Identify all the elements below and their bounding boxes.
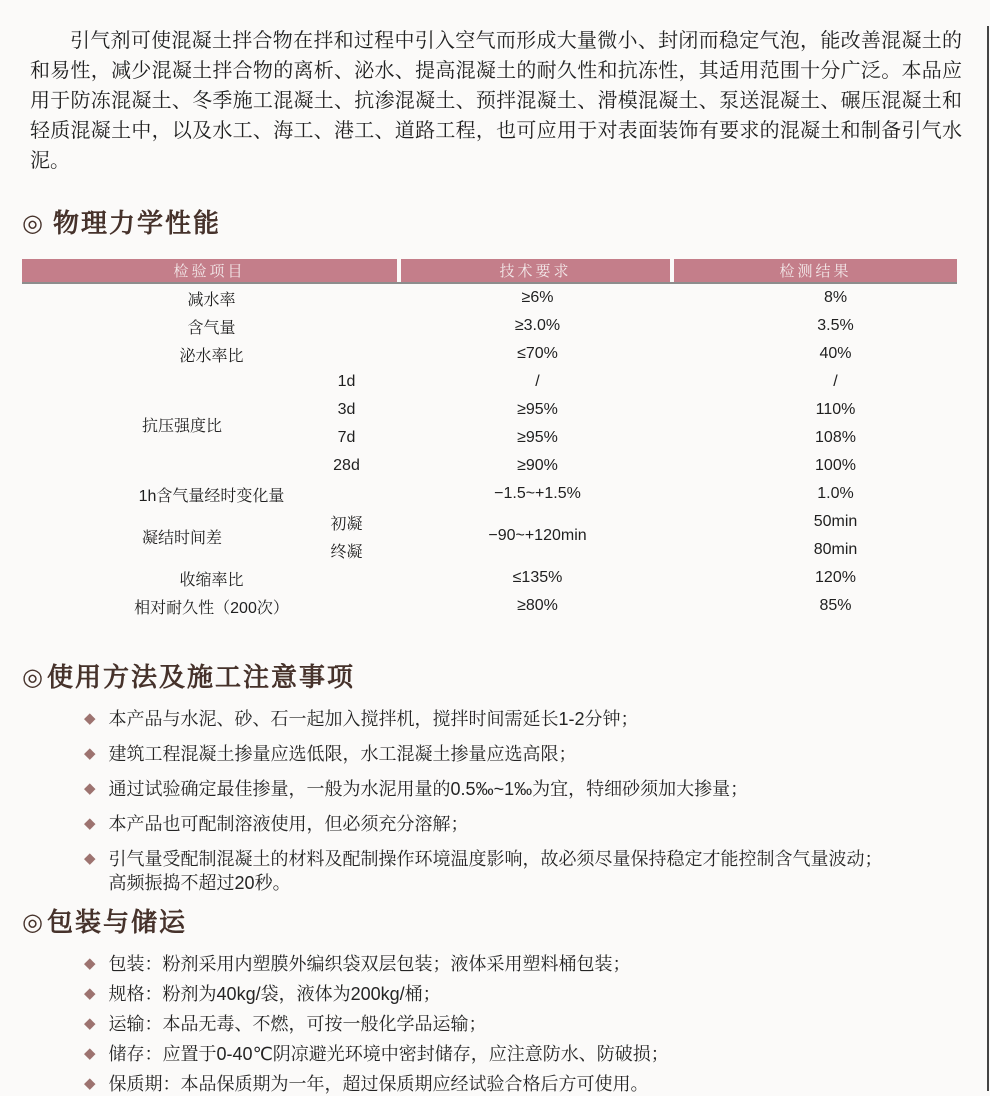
cell-item: 泌水率比 [179, 347, 244, 365]
bullet-text: 本产品也可配制溶液使用，但必须充分溶解； [108, 814, 469, 834]
sub-result: 100% [815, 457, 856, 474]
group-sub-items [292, 508, 401, 564]
column-header-result: 检测结果 [674, 259, 957, 282]
group-label: 凝结时间差 [141, 529, 222, 547]
sub-item-age: 28d [333, 457, 360, 474]
bullet-text-truncated: 保质期：本品保质期为一年，超过保质期应经试验合格后方可使用。 [108, 1074, 649, 1094]
performance-table [22, 259, 957, 620]
sub-item-age: 1d [337, 373, 356, 390]
cell-requirement-stack [401, 368, 674, 480]
list-item [84, 847, 990, 895]
section-heading-packaging [22, 907, 990, 938]
cell-item-group [22, 368, 401, 480]
sub-item-age: 3d [337, 401, 356, 418]
diamond-bullet-icon: ◆ [84, 1045, 96, 1062]
bullet-text: 运输：本品无毒、不燃，可按一般化学品运输； [108, 1014, 487, 1034]
intro-paragraph: 引气剂可使混凝土拌合物在拌和过程中引入空气而形成大量微小、封闭而稳定气泡，能改善混凝土的和易性，减少混凝土拌合物的离析、泌水、提高混凝土的耐久性和抗冻性，其适用范围十分广泛。本品应用于防冻混凝土、冬季施工混凝土、抗渗混凝土、预拌混凝土、滑模混凝土、泵送混凝土、碾压混凝土和轻质混凝土中，以及水工、海工、港工、道路工程，也可应用于对表面装饰有要求的混凝土和制备引气水泥。 [30, 30, 962, 172]
diamond-bullet-icon: ◆ [84, 745, 96, 762]
table-row-air-content-change [22, 480, 957, 508]
cell-result: 1.0% [817, 485, 854, 502]
list-item [84, 982, 990, 1006]
double-circle-icon: ◎ [22, 210, 43, 237]
cell-result: 40% [819, 345, 852, 362]
sub-requirement: ≥95% [517, 401, 558, 418]
column-header-item: 检验项目 [22, 259, 401, 282]
list-item [84, 1012, 990, 1036]
group-sub-items [292, 368, 401, 480]
table-row-relative-durability [22, 592, 957, 620]
bullet-text: 建筑工程混凝土掺量应选低限，水工混凝土掺量应选高限； [108, 744, 577, 764]
page-edge-line [987, 26, 989, 1091]
diamond-bullet-icon: ◆ [84, 1075, 96, 1092]
bullet-text: 通过试验确定最佳掺量，一般为水泥用量的0.5‰~1‰为宜，特细砂须加大掺量； [108, 779, 749, 799]
sub-requirement: ≥95% [517, 429, 558, 446]
diamond-bullet-icon: ◆ [84, 1015, 96, 1032]
bullet-line-1: 引气量受配制混凝土的材料及配制操作环境温度影响，故必须尽量保持稳定才能控制含气量波动； [108, 849, 883, 869]
list-item [84, 707, 990, 731]
cell-requirement: ≥3.0% [514, 317, 561, 334]
section-title-usage: 使用方法及施工注意事项 [46, 662, 355, 692]
bullet-text: 规格：粉剂为40kg/袋，液体为200kg/桶； [108, 984, 441, 1004]
sub-result: 110% [815, 401, 856, 418]
cell-requirement: ≥80% [517, 597, 558, 614]
double-circle-icon: ◎ [22, 909, 43, 936]
diamond-bullet-icon: ◆ [84, 710, 96, 727]
cell-item: 含气量 [187, 319, 236, 337]
diamond-bullet-icon: ◆ [84, 815, 96, 832]
section-heading-physical [22, 208, 990, 239]
sub-requirement: ≥90% [517, 457, 558, 474]
sub-item-phase: 初凝 [330, 515, 363, 533]
column-header-requirement: 技术要求 [401, 259, 674, 282]
section-title-physical: 物理力学性能 [52, 208, 221, 238]
double-circle-icon: ◎ [22, 664, 43, 691]
cell-item: 减水率 [187, 291, 236, 309]
sub-item-phase: 终凝 [330, 543, 363, 561]
cell-item-group [22, 508, 401, 564]
diamond-bullet-icon: ◆ [84, 780, 96, 797]
usage-bullet-list [0, 707, 990, 895]
diamond-bullet-icon: ◆ [84, 850, 96, 867]
packaging-bullet-list [0, 952, 990, 1094]
cell-item: 1h含气量经时变化量 [138, 487, 285, 505]
bullet-line-2: 高频振捣不超过20秒。 [108, 873, 291, 893]
cell-requirement: ≤70% [517, 345, 558, 362]
table-header-row [22, 259, 957, 284]
group-label: 抗压强度比 [141, 417, 222, 435]
sub-result: 50min [813, 513, 858, 530]
cell-result-stack [674, 508, 957, 564]
table-row-bleeding-ratio [22, 340, 957, 368]
bullet-text: 包装：粉剂采用内塑膜外编织袋双层包装；液体采用塑料桶包装； [108, 954, 631, 974]
bullet-text: 储存：应置于0-40℃阴凉避光环境中密封储存，应注意防水、防破损； [108, 1044, 669, 1064]
sub-result: 80min [813, 541, 858, 558]
sub-requirement: / [535, 373, 540, 390]
bullet-text [109, 847, 883, 895]
cell-result: 8% [823, 289, 848, 306]
sub-item-age: 7d [337, 429, 356, 446]
list-item [84, 1042, 990, 1066]
cell-item: 相对耐久性（200次） [134, 599, 289, 617]
list-item [84, 742, 990, 766]
table-row-air-content [22, 312, 957, 340]
table-row-shrinkage-ratio [22, 564, 957, 592]
cell-result: 85% [819, 597, 852, 614]
diamond-bullet-icon: ◆ [84, 955, 96, 972]
cell-item: 收缩率比 [179, 571, 244, 589]
table-row-group-setting-time [22, 508, 957, 564]
cell-requirement-merged: −90~+120min [488, 527, 587, 544]
section-heading-usage [22, 662, 990, 693]
bullet-text: 本产品与水泥、砂、石一起加入搅拌机，搅拌时间需延长1-2分钟； [108, 709, 639, 729]
cell-requirement: ≥6% [521, 289, 554, 306]
list-item [84, 952, 990, 976]
sub-result: 108% [815, 429, 856, 446]
list-item-truncated [84, 1072, 990, 1094]
cell-result: 120% [815, 569, 856, 586]
document-page [0, 26, 990, 1094]
table-row-group-compressive-strength [22, 368, 957, 480]
table-row-water-reduction [22, 284, 957, 312]
list-item [84, 777, 990, 801]
section-title-packaging: 包装与储运 [46, 907, 187, 937]
cell-requirement: ≤135% [512, 569, 563, 586]
cell-result-stack [674, 368, 957, 480]
list-item [84, 812, 990, 836]
cell-result: 3.5% [817, 317, 854, 334]
cell-requirement: −1.5~+1.5% [494, 485, 581, 502]
diamond-bullet-icon: ◆ [84, 985, 96, 1002]
sub-result: / [833, 373, 838, 390]
